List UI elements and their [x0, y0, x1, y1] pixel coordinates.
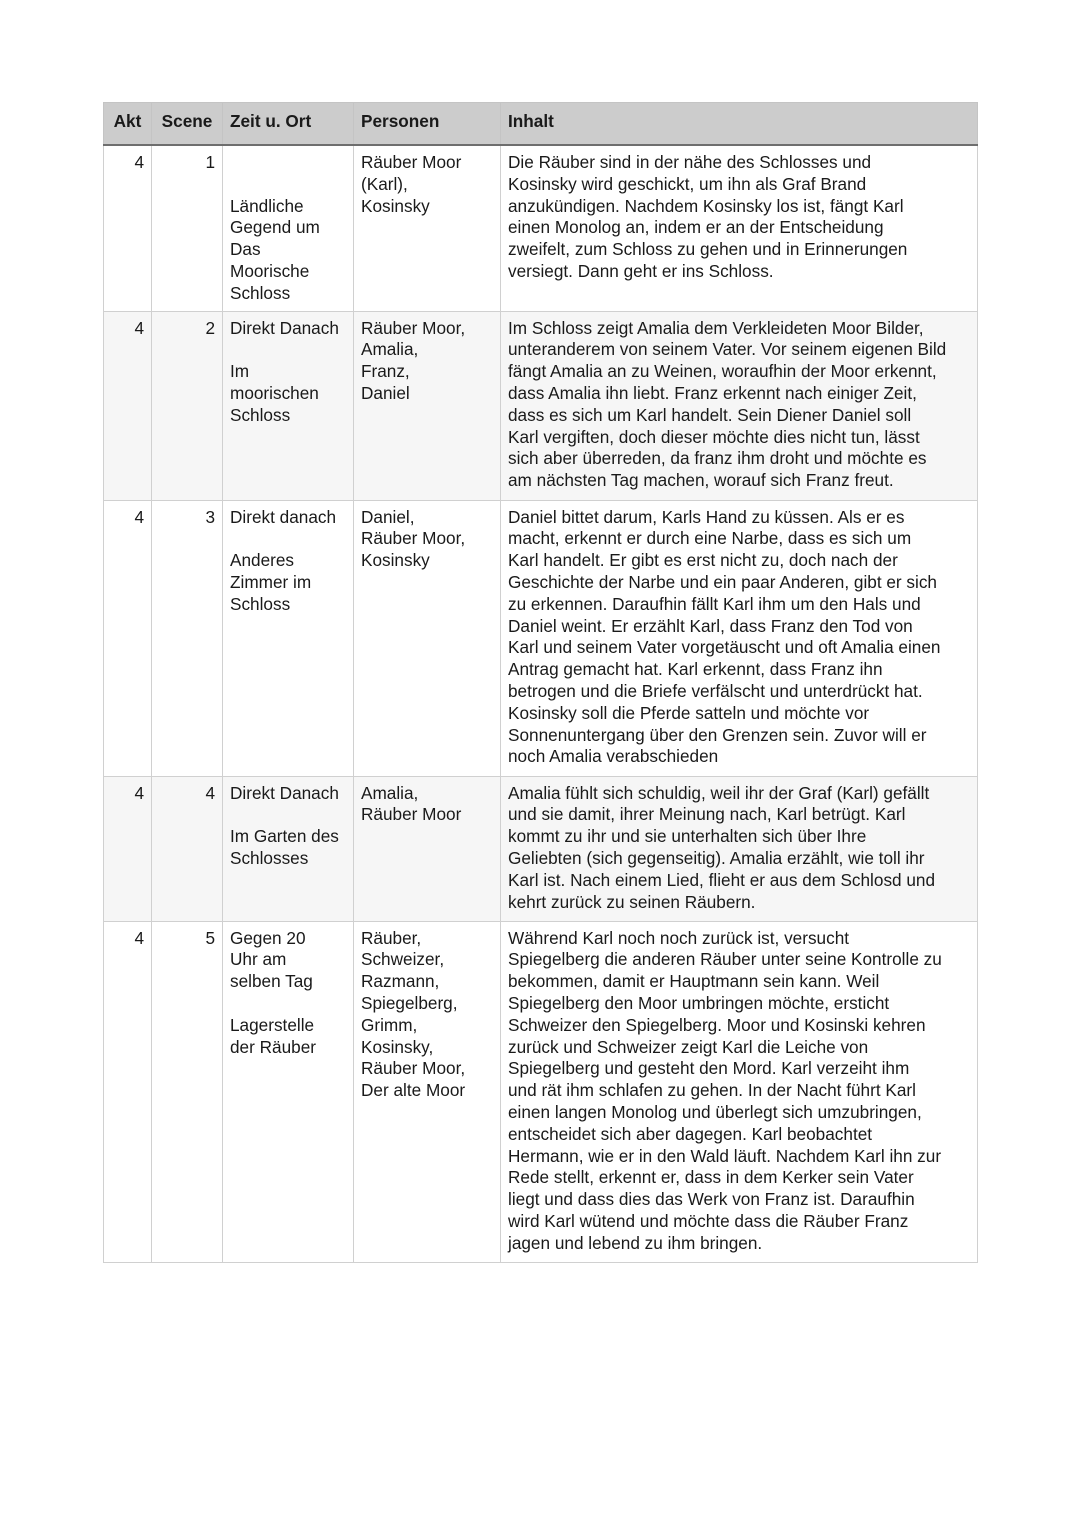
table-row — [104, 776, 978, 921]
cell-scene: 2 — [152, 311, 223, 500]
cell-akt: 4 — [104, 500, 152, 776]
cell-personen: Amalia, Räuber Moor — [354, 776, 501, 921]
cell-scene: 4 — [152, 776, 223, 921]
table-row — [104, 500, 978, 776]
header-akt: Akt — [104, 103, 152, 146]
cell-inhalt: Die Räuber sind in der nähe des Schlosses und Kosinsky wird geschickt, um ihn als Graf Brand anzukündigen. Nachdem Kosinsky los ist, fängt Karl einen Monolog an, indem er an der Entscheidung zweifelt, zum Schloss zu gehen und in Erinnerungen versiegt. Dann geht er ins Schloss. — [501, 145, 978, 311]
cell-akt: 4 — [104, 145, 152, 311]
cell-personen: Räuber Moor (Karl), Kosinsky — [354, 145, 501, 311]
header-scene: Scene — [152, 103, 223, 146]
cell-personen: Räuber Moor, Amalia, Franz, Daniel — [354, 311, 501, 500]
cell-akt: 4 — [104, 311, 152, 500]
table-row — [104, 921, 978, 1262]
table-row — [104, 311, 978, 500]
header-zeit-ort: Zeit u. Ort — [223, 103, 354, 146]
cell-personen: Räuber, Schweizer, Razmann, Spiegelberg, Grimm, Kosinsky, Räuber Moor, Der alte Moor — [354, 921, 501, 1262]
table-header-row — [104, 103, 978, 146]
cell-akt: 4 — [104, 776, 152, 921]
cell-zeit-ort: Direkt danach Anderes Zimmer im Schloss — [223, 500, 354, 776]
table-row — [104, 145, 978, 311]
header-personen: Personen — [354, 103, 501, 146]
cell-zeit-ort: Ländliche Gegend um Das Moorische Schloss — [223, 145, 354, 311]
cell-inhalt: Im Schloss zeigt Amalia dem Verkleideten Moor Bilder, unteranderem von seinem Vater. Vor seinem eigenen Bild fängt Amalia an zu Weinen, woraufhin der Moor erkennt, dass Amalia ihn liebt. Franz erkennt nach einiger Zeit, dass es sich um Karl handelt. Sein Diener Daniel soll Karl vergiften, doch dieser möchte dies nicht tun, lässt sich aber überreden, da franz ihm droht und möchte es am nächsten Tag machen, worauf sich Franz freut. — [501, 311, 978, 500]
cell-scene: 5 — [152, 921, 223, 1262]
cell-akt: 4 — [104, 921, 152, 1262]
cell-zeit-ort: Gegen 20 Uhr am selben Tag Lagerstelle der Räuber — [223, 921, 354, 1262]
cell-scene: 3 — [152, 500, 223, 776]
header-inhalt: Inhalt — [501, 103, 978, 146]
cell-zeit-ort: Direkt Danach Im moorischen Schloss — [223, 311, 354, 500]
cell-inhalt: Während Karl noch noch zurück ist, versucht Spiegelberg die anderen Räuber unter seine Kontrolle zu bekommen, damit er Hauptmann sein kann. Weil Spiegelberg den Moor umbringen möchte, ersticht Schweizer den Spiegelberg. Moor und Kosinski kehren zurück und Schweizer zeigt Karl die Leiche von Spiegelberg und gesteht den Mord. Karl verzeiht ihm und rät ihm schlafen zu gehen. In der Nacht führt Karl einen langen Monolog und überlegt sich umzubringen, entscheidet sich aber dagegen. Karl beobachtet Hermann, wie er in den Wald läuft. Nachdem Karl ihn zur Rede stellt, erkennt er, dass in dem Kerker sein Vater liegt und dass dies das Werk von Franz ist. Daraufhin wird Karl wütend und möchte dass die Räuber Franz jagen und lebend zu ihm bringen. — [501, 921, 978, 1262]
scene-table — [103, 102, 978, 1263]
cell-inhalt: Daniel bittet darum, Karls Hand zu küssen. Als er es macht, erkennt er durch eine Narbe, dass es sich um Karl handelt. Er gibt es erst nicht zu, doch nach der Geschichte der Narbe und ein paar Anderen, gibt er sich zu erkennen. Daraufhin fällt Karl ihm um den Hals und Daniel weint. Er erzählt Karl, dass Franz den Tod von Karl und seinem Vater vorgetäuscht und oft Amalia einen Antrag gemacht hat. Karl erkennt, dass Franz ihn betrogen und die Briefe verfälscht und unterdrückt hat. Kosinsky soll die Pferde satteln und möchte vor Sonnenuntergang über den Grenzen sein. Zuvor will er noch Amalia verabschieden — [501, 500, 978, 776]
cell-personen: Daniel, Räuber Moor, Kosinsky — [354, 500, 501, 776]
cell-inhalt: Amalia fühlt sich schuldig, weil ihr der Graf (Karl) gefällt und sie damit, ihrer Meinung nach, Karl betrügt. Karl kommt zu ihr und sie unterhalten sich über Ihre Geliebten (sich gegenseitig). Amalia erzählt, wie toll ihr Karl ist. Nach einem Lied, flieht er aus dem Schlosd und kehrt zurück zu seinen Räubern. — [501, 776, 978, 921]
cell-zeit-ort: Direkt Danach Im Garten des Schlosses — [223, 776, 354, 921]
cell-scene: 1 — [152, 145, 223, 311]
